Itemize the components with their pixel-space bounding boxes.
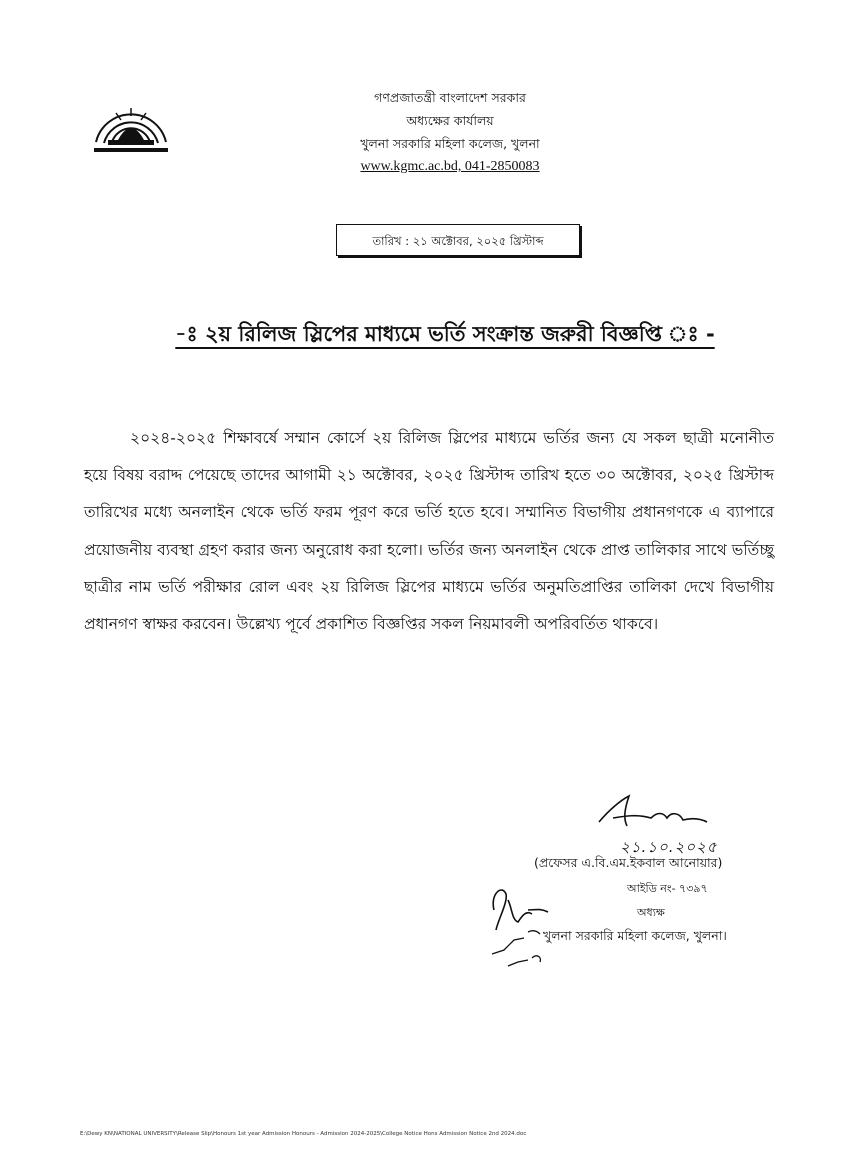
- file-path-footer: E:\Dewy KN\NATIONAL UNIVERSITY\Release Slip\Honours 1st year Admission Honours - Admission 2024-2025\College Notice Hons Admission Notice 2nd 2024.doc: [80, 1131, 527, 1137]
- website-link[interactable]: www.kgmc.ac.bd, 041-2850083: [360, 159, 540, 174]
- date-box: তারিখ : ২১ অক্টোবর, ২০২৫ খ্রিস্টাব্দ: [336, 224, 580, 256]
- signatory-id: আইডি নং- ৭৩৯৭: [627, 882, 708, 895]
- letterhead: [300, 86, 600, 178]
- signatory-designation: অধ্যক্ষ: [637, 906, 665, 919]
- college-logo: [88, 96, 174, 158]
- initial-signature: [488, 880, 570, 970]
- signatory-name: (প্রফেসর এ.বি.এম.ইকবাল আনোয়ার): [534, 855, 723, 870]
- signature-date: ২১.১০.২০২৫: [620, 838, 718, 856]
- notice-title: -ঃ ২য় রিলিজ স্লিপের মাধ্যমে ভর্তি সংক্রান্ত জরুরী বিজ্ঞপ্তি ঃ -: [175, 322, 715, 346]
- office-name: অধ্যক্ষের কার্যালয়: [406, 113, 494, 128]
- college-name: খুলনা সরকারি মহিলা কলেজ, খুলনা: [360, 136, 540, 151]
- notice-body: ২০২৪-২০২৫ শিক্ষাবর্ষে সম্মান কোর্সে ২য় রিলিজ স্লিপের মাধ্যমে ভর্তির জন্য যে সকল ছাত্রী মনোনীত হয়ে বিষয় বরাদ্দ পেয়েছে তাদের আগামী ২১ অক্টোবর, ২০২৫ খ্রিস্টাব্দ তারিখ হতে ৩০ অক্টোবর, ২০২৫ খ্রিস্টাব্দ তারিখের মধ্যে অনলাইন থেকে ভর্তি ফরম পূরণ করে ভর্তি হতে হবে। সম্মানিত বিভাগীয় প্রধানগণকে এ ব্যাপারে প্রয়োজনীয় ব্যবস্থা গ্রহণ করার জন্য অনুরোধ করা হলো। ভর্তির জন্য অনলাইন থেকে প্রাপ্ত তালিকার সাথে ভর্তিচ্ছু ছাত্রীর নাম ভর্তি পরীক্ষার রোল এবং ২য় রিলিজ স্লিপের মাধ্যমে ভর্তির অনুমতিপ্রাপ্তির তালিকা দেখে বিভাগীয় প্রধানগণ স্বাক্ষর করবেন। উল্লেখ্য পূর্বে প্রকাশিত বিজ্ঞপ্তির সকল নিয়মাবলী অপরিবর্তিত থাকবে।: [84, 429, 774, 634]
- principal-signature: [595, 792, 715, 840]
- signatory-college: খুলনা সরকারি মহিলা কলেজ, খুলনা।: [543, 928, 727, 943]
- government-name: গণপ্রজাতন্ত্রী বাংলাদেশ সরকার: [374, 90, 526, 105]
